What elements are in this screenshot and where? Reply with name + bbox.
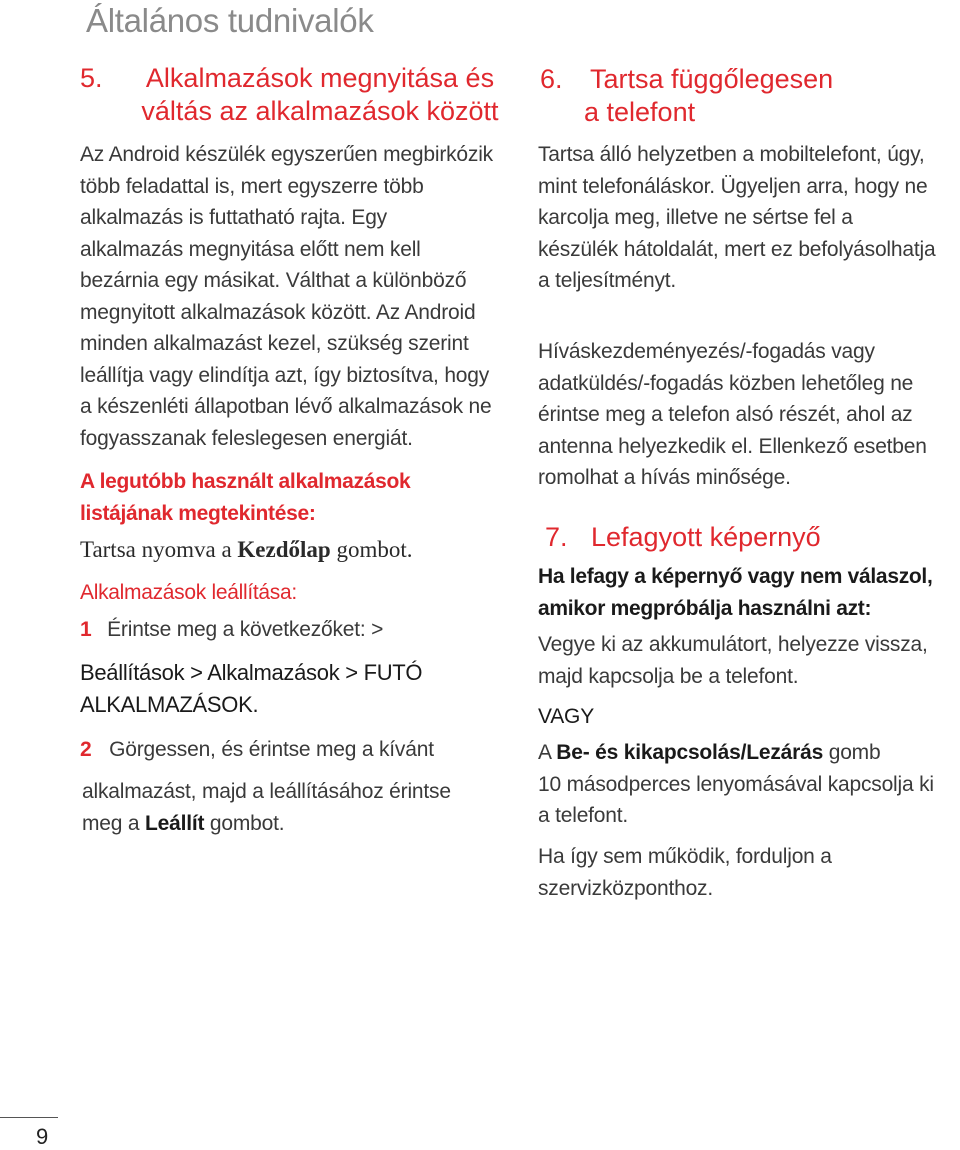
footer-rule	[0, 1117, 58, 1118]
section-5-text: Alkalmazások megnyitása és váltás az alkalmazások között	[141, 63, 499, 126]
intro-paragraph: Az Android készülék egyszerűen megbirkózik több feladattal is, mert egyszerre több alkalmazás is futtatható rajta. Egy alkalmazás megnyitása előtt nem kell bezárnia egy másikat. Válthat a különböző megnyitott alkalmazások között. Az Android minden alkalmazást kezel, szükség szerint leállítja vagy elindítja azt, így biztosítva, hogy a készenléti állapotban lévő alkalmazások ne fogyasszanak feleslegesen energiát.	[80, 143, 493, 450]
section-6-title	[540, 63, 960, 129]
vertical-paragraph-2: Híváskezdeményezés/-fogadás vagy adatküldés/-fogadás közben lehetőleg ne érintse meg a telefon alsó részét, ahol az antenna helyezkedik el. Ellenkező esetben romolhat a hívás minősége.	[538, 340, 927, 489]
section-7-title	[545, 521, 955, 554]
step-1: 1 Érintse meg a következőket: >	[80, 618, 384, 641]
stop-apps-heading: Alkalmazások leállítása:	[80, 581, 297, 604]
page-number: 9	[36, 1124, 49, 1149]
freeze-paragraph-1: Vegye ki az akkumulátort, helyezze vissza, majd kapcsolja be a telefont.	[538, 633, 928, 688]
step-1-path: Beállítások > Alkalmazások > FUTÓ ALKALMAZÁSOK.	[80, 660, 423, 717]
freeze-heading: Ha lefagy a képernyő vagy nem válaszol, amikor megpróbálja használni azt:	[538, 565, 933, 620]
section-5-number: 5.	[80, 63, 103, 93]
or-label: VAGY	[538, 705, 594, 728]
section-6-text: Tartsa függőlegesen a telefont	[584, 64, 834, 127]
recent-apps-heading: A legutóbb használt alkalmazások listájának megtekintése:	[80, 470, 411, 525]
step-2-number: 2	[80, 738, 92, 761]
section-5-title	[80, 62, 520, 128]
step-2: 2 Görgessen, és érintse meg a kívánt	[80, 738, 434, 761]
vertical-paragraph-1: Tartsa álló helyzetben a mobiltelefont, úgy, mint telefonáláskor. Ügyeljen arra, hogy ne karcolja meg, illetve ne sértse fel a készülék hátoldalát, mert ez befolyásolhatja a teljesítményt.	[538, 143, 936, 292]
step-2-continued: alkalmazást, majd a leállításához érintse meg a Leállít gombot.	[82, 780, 451, 835]
section-6-number: 6.	[540, 64, 563, 94]
page-header: Általános tudnivalók	[86, 2, 374, 39]
freeze-paragraph-3: Ha így sem működik, forduljon a szervizközponthoz.	[538, 845, 832, 900]
freeze-paragraph-2: A Be- és kikapcsolás/Lezárás gomb 10 másodperces lenyomásával kapcsolja ki a telefont.	[538, 741, 934, 827]
section-7-text: Lefagyott képernyő	[591, 522, 821, 552]
section-7-number: 7.	[545, 522, 568, 552]
recent-apps-instruction: Tartsa nyomva a Kezdőlap gombot.	[80, 537, 413, 562]
step-1-number: 1	[80, 618, 92, 641]
